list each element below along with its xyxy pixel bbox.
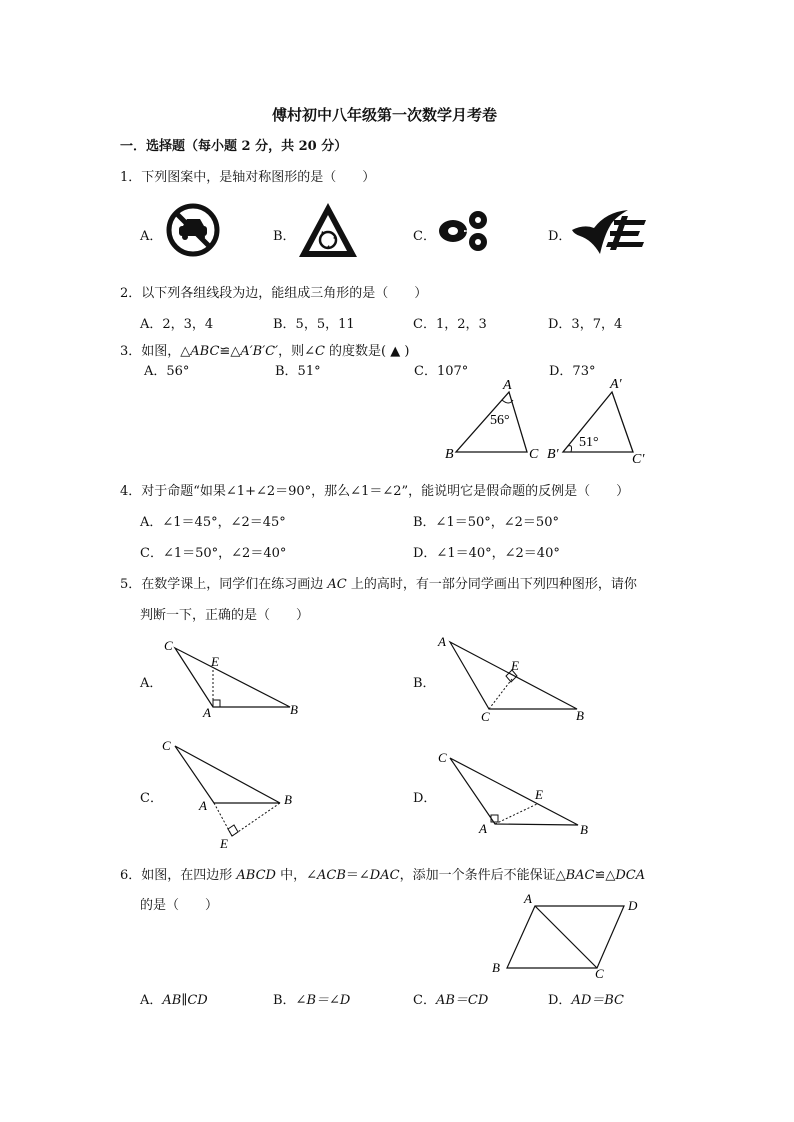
q6-option-a xyxy=(140,989,208,1008)
q2-option-b: B．5，5，11 xyxy=(273,317,355,332)
q5-side-ac: AC xyxy=(327,577,347,592)
q6-stem-pre: 6．如图，在四边形 xyxy=(120,868,237,883)
label-c: C xyxy=(164,638,173,653)
curl-logo-icon xyxy=(436,208,496,254)
q5-option-a: A． xyxy=(140,676,163,691)
q5-option-d: D． xyxy=(413,791,437,806)
q6-option-d-prefix: D． xyxy=(548,993,572,1008)
q3-angle-c: C xyxy=(314,344,325,359)
q3-stem-pre: 3．如图，△ xyxy=(120,344,191,359)
label-e: E xyxy=(535,787,543,802)
q5-stem-line2: 判断一下，正确的是（ ） xyxy=(140,608,310,623)
section-heading: 一．选择题（每小题 2 分，共 20 分） xyxy=(120,139,348,154)
label-b: B xyxy=(576,708,584,723)
label-c: C xyxy=(481,709,490,724)
q6-option-a-prefix: A． xyxy=(140,993,163,1008)
q5-figure-c xyxy=(158,736,308,852)
q4-option-d: D．∠1＝40°，∠2＝40° xyxy=(413,546,560,561)
roundabout-sign-icon xyxy=(296,200,360,260)
label-a: A xyxy=(524,891,532,906)
label-a: A xyxy=(199,798,207,813)
angle-56: 56° xyxy=(490,413,510,428)
label-c: C xyxy=(529,447,539,462)
q1-option-a: A． xyxy=(140,229,163,244)
triangle-abc-prime xyxy=(547,377,645,466)
q5-option-c: C． xyxy=(140,791,163,806)
label-a: A xyxy=(479,821,487,836)
label-c: C xyxy=(162,738,171,753)
q6-option-a-expr: AB∥CD xyxy=(162,993,208,1008)
q6-option-b-expr: B＝∠D xyxy=(306,993,351,1008)
q2-option-d: D．3，7，4 xyxy=(548,317,623,332)
label-b: B xyxy=(445,447,454,462)
q5-figure-a xyxy=(158,636,308,722)
label-b: B xyxy=(580,822,588,837)
label-a: A xyxy=(203,705,211,720)
q6-quadrilateral-figure xyxy=(486,888,646,980)
q6-stem-mid: 中，∠ xyxy=(275,868,317,883)
exam-title: 傅村初中八年级第一次数学月考卷 xyxy=(272,106,498,124)
q5-stem-pre: 5．在数学课上，同学们在练习画边 xyxy=(120,577,328,592)
q4-option-a: A．∠1＝45°，∠2＝45° xyxy=(140,515,286,530)
q3-option-d: D．73° xyxy=(549,364,596,379)
label-e: E xyxy=(511,658,519,673)
q6-stem-line2: 的是（ ） xyxy=(140,898,219,913)
label-e: E xyxy=(220,836,228,851)
q3-triangle-abc: ABC xyxy=(190,344,220,359)
q6-option-c xyxy=(413,989,488,1008)
q3-triangles-figure xyxy=(440,374,660,466)
label-c: C xyxy=(595,966,604,980)
q6-angle-dac: DAC xyxy=(369,868,400,883)
bird-logo-icon xyxy=(570,206,650,258)
q5-stem xyxy=(120,573,637,592)
triangle-abc xyxy=(445,378,539,462)
q6-stem-cong: ≌△ xyxy=(594,868,616,883)
q6-option-d-expr: AD＝BC xyxy=(571,993,624,1008)
label-a-prime: A′ xyxy=(610,377,622,392)
q6-option-c-expr: AB＝CD xyxy=(435,993,489,1008)
q3-stem-mid: ≌△ xyxy=(219,344,241,359)
q6-angle-acb: ACB xyxy=(317,868,346,883)
label-b-prime: B′ xyxy=(547,447,559,462)
q3-option-c: C．107° xyxy=(414,364,469,379)
q2-option-a: A．2，3，4 xyxy=(140,317,214,332)
label-e: E xyxy=(211,654,219,669)
no-car-sign-icon xyxy=(162,202,224,258)
q3-stem-mid2: ，则∠ xyxy=(278,344,315,359)
q3-triangle-abc-prime: A′B′C′ xyxy=(240,344,279,359)
q1-option-c: C． xyxy=(413,229,436,244)
q3-stem-post: 的度数是( ▲ ) xyxy=(324,344,410,359)
label-b: B xyxy=(290,702,298,717)
q6-stem xyxy=(120,864,645,883)
q6-option-b xyxy=(273,989,350,1008)
q6-quad-abcd: ABCD xyxy=(236,868,276,883)
label-c: C xyxy=(438,750,447,765)
q1-option-b: B． xyxy=(273,229,296,244)
q3-option-a: A．56° xyxy=(144,364,190,379)
label-a: A xyxy=(438,634,446,649)
q6-stem-eq: ＝∠ xyxy=(345,868,370,883)
q3-option-b: B．51° xyxy=(275,364,321,379)
q5-figure-d xyxy=(432,744,602,840)
q2-option-c: C．1，2，3 xyxy=(413,317,487,332)
q5-option-b: B． xyxy=(413,676,436,691)
label-d: D xyxy=(628,898,638,913)
q6-triangle-dca: DCA xyxy=(615,868,646,883)
q1-stem: 1．下列图案中，是轴对称图形的是（ ） xyxy=(120,170,376,185)
q4-option-c: C．∠1＝50°，∠2＝40° xyxy=(140,546,287,561)
q4-option-b: B．∠1＝50°，∠2＝50° xyxy=(413,515,559,530)
q3-stem xyxy=(120,340,409,359)
q6-stem-post: ，添加一个条件后不能保证△ xyxy=(399,868,566,883)
q6-triangle-bac: BAC xyxy=(565,868,595,883)
angle-51: 51° xyxy=(579,435,599,450)
q5-stem-post: 上的高时，有一部分同学画出下列四种图形，请你 xyxy=(346,577,637,592)
q6-option-d xyxy=(548,989,624,1008)
q5-figure-b xyxy=(432,630,592,726)
q6-option-b-prefix: B．∠ xyxy=(273,993,307,1008)
label-b: B xyxy=(492,960,500,975)
q6-option-c-prefix: C． xyxy=(413,993,436,1008)
label-c-prime: C′ xyxy=(632,452,645,466)
label-b: B xyxy=(284,792,292,807)
q2-stem: 2．以下列各组线段为边，能组成三角形的是（ ） xyxy=(120,286,428,301)
label-a: A xyxy=(503,378,512,393)
q4-stem: 4．对于命题“如果∠1+∠2＝90°，那么∠1＝∠2”，能说明它是假命题的反例是（ ） xyxy=(120,484,630,499)
q1-option-d: D． xyxy=(548,229,572,244)
